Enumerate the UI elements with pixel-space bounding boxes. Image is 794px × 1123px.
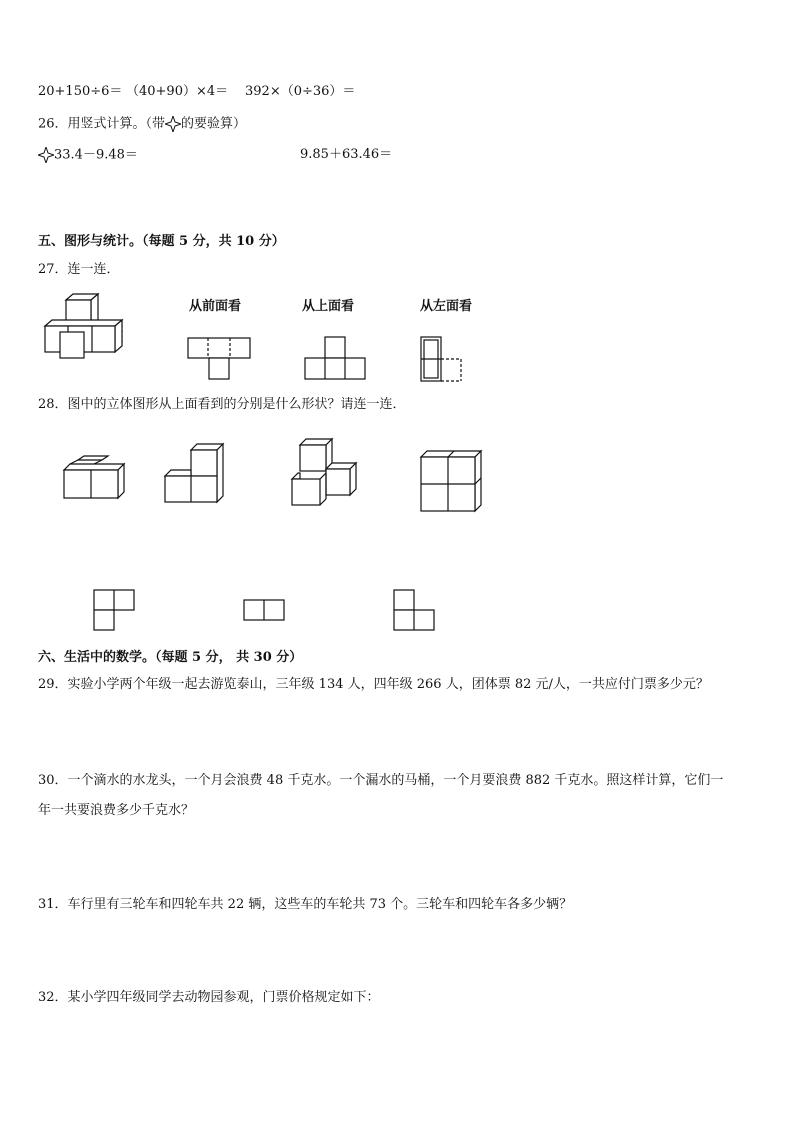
q27-view-option-3 (421, 337, 465, 383)
q27-solid-figure (40, 292, 130, 358)
label-left-view: 从左面看 (420, 299, 473, 314)
q27-title: 27．连一连． (38, 262, 120, 277)
four-point-star-icon (165, 116, 181, 132)
q28-top-view-option-1 (94, 590, 138, 634)
q26-prefix: 26．用竖式计算。（带 (38, 116, 166, 132)
q26-suffix: 的要验算） (181, 116, 247, 132)
q26-calc-1 (38, 147, 138, 164)
q31-text: 31．车行里有三轮车和四轮车共 22 辆，这些车的车轮共 73 个。三轮车和四轮车各多少辆？ (38, 897, 573, 912)
q27-view-option-2 (305, 337, 367, 381)
q29-text: 29．实验小学两个年级一起去游览泰山，三年级 134 人，四年级 266 人，团体票 82 元/人，一共应付门票多少元？ (38, 677, 709, 692)
q30-text-line-1: 30．一个滴水的水龙头，一个月会浪费 48 千克水。一个漏水的马桶，一个月要浪费 882 千克水。照这样计算，它们一 (38, 773, 724, 788)
q27-view-option-1 (188, 338, 252, 382)
q28-solid-4 (421, 451, 483, 513)
q30-text-line-2: 年一共要浪费多少千克水？ (38, 803, 195, 818)
q28-top-view-option-3 (394, 590, 438, 634)
calc-expr-2: （40+90）×4＝ (126, 84, 229, 99)
q26-calc-2: 9.85＋63.46＝ (300, 147, 393, 162)
q26-calc-1-text: 33.4－9.48＝ (54, 147, 138, 163)
calc-expr-1: 20+150÷6＝ (38, 84, 123, 99)
q28-title: 28．图中的立体图形从上面看到的分别是什么形状？请连一连． (38, 397, 406, 412)
q26-title (38, 116, 246, 133)
section-5-title: 五、图形与统计。（每题 5 分，共 10 分） (38, 234, 285, 249)
q28-solid-2 (165, 444, 227, 506)
q28-top-view-option-2 (244, 600, 288, 624)
label-top-view: 从上面看 (302, 299, 355, 314)
four-point-star-icon (38, 147, 54, 163)
q28-solid-1 (64, 456, 128, 502)
section-6-title: 六、生活中的数学。（每题 5 分， 共 30 分） (38, 650, 303, 665)
calc-expr-3: 392×（0÷36）＝ (245, 84, 356, 99)
q32-text: 32．某小学四年级同学去动物园参观，门票价格规定如下： (38, 990, 380, 1005)
label-front-view: 从前面看 (189, 299, 242, 314)
q28-solid-3 (292, 437, 360, 509)
